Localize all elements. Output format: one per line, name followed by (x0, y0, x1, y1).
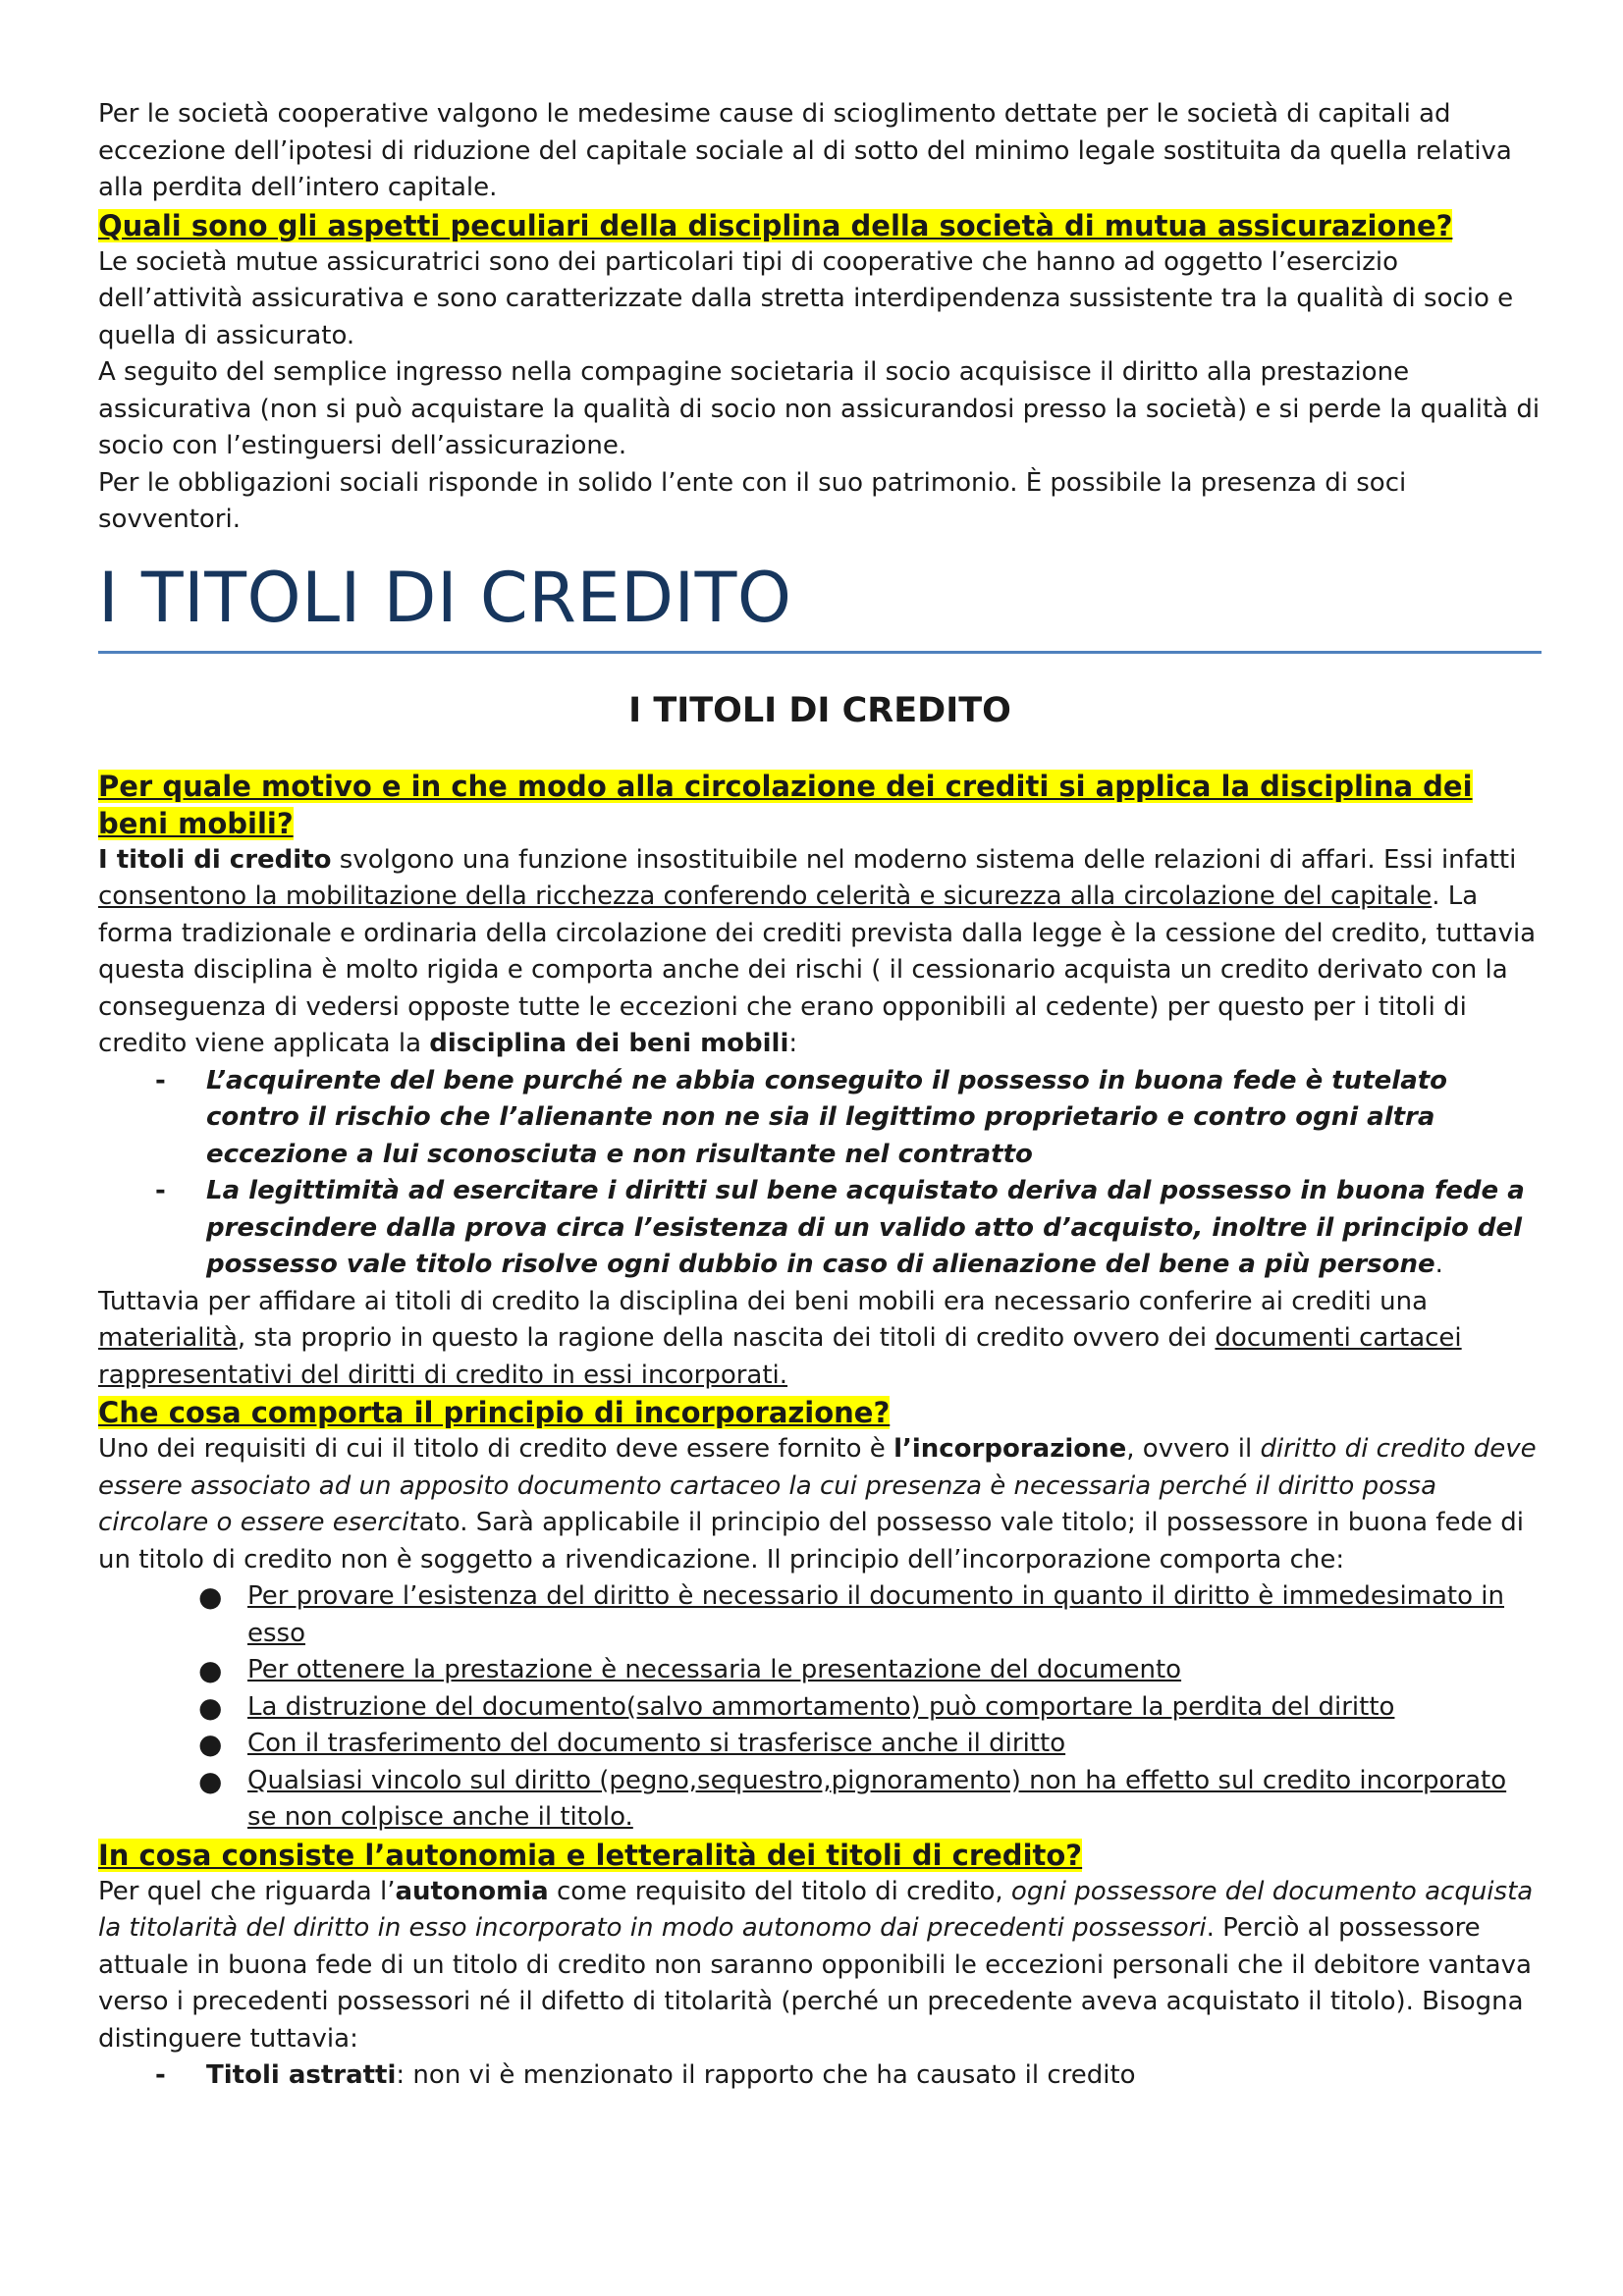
text: Tuttavia per affidare ai titoli di credito la disciplina dei beni mobili era necessario conferire ai crediti una (98, 1286, 1429, 1316)
document-page (98, 96, 1542, 2095)
question-text: Che cosa comporta il principio di incorporazione? (98, 1396, 891, 1429)
dash-marker: - (155, 1065, 166, 1095)
question-text: Quali sono gli aspetti peculiari della disciplina della società di mutua assicurazione? (98, 208, 1453, 242)
list-item (98, 1578, 1542, 1652)
bold-text: Titoli astratti (206, 2060, 397, 2090)
list-item-text: L’acquirente del bene purché ne abbia conseguito il possesso in buona fede è tutelato contro il rischio che l’alienante non ne sia il legittimo proprietario e contro ogni altra eccezione a lui sconosciuta e non risultante nel contratto (206, 1065, 1448, 1169)
chapter-heading: I TITOLI DI CREDITO (628, 690, 1011, 730)
question-text: In cosa consiste l’autonomia e letteralità dei titoli di credito? (98, 1838, 1083, 1872)
bullet-marker: ● (198, 1764, 223, 1797)
bullet-marker: ● (198, 1728, 223, 1760)
paragraph (98, 1284, 1542, 1395)
text: : (788, 1029, 798, 1058)
list-item-text: Qualsiasi vincolo sul diritto (pegno,sequestro,pignoramento) non ha effetto sul credito incorporato se non colpisce anche il titolo. (247, 1765, 1507, 1832)
section-title: I TITOLI DI CREDITO (98, 557, 792, 638)
question-autonomy (98, 1837, 1542, 1874)
list-item (98, 1726, 1542, 1763)
italic-text: ogni possessore del documento acquista la titolarità del diritto in esso incorporato in modo autonomo dai precedenti possessori (98, 1876, 1534, 1943)
bullet-list (98, 1578, 1542, 1837)
list-item (98, 1173, 1542, 1284)
text: , ovvero il (1126, 1434, 1261, 1464)
text: . (1434, 1250, 1443, 1279)
list-item-text: Per provare l’esistenza del diritto è necessario il documento in quanto il diritto è immedesimato in esso (247, 1581, 1505, 1648)
text: . La forma tradizionale e ordinaria della circolazione dei crediti prevista dalla legge è la cessione del credito, tuttavia questa disciplina è molto rigida e comporta anche dei rischi ( il cessionario acquista un credito derivato con la conseguenza di vedersi opposte tutte le eccezioni che erano opponibili al cedente) per questo per i titoli di credito viene applicata la (98, 881, 1537, 1058)
question-movable-goods (98, 768, 1542, 842)
paragraph (98, 1431, 1542, 1578)
bullet-marker: ● (198, 1580, 223, 1613)
text: svolgono una funzione insostituibile nel moderno sistema delle relazioni di affari. Essi infatti (331, 844, 1517, 875)
question-mutual-insurance (98, 207, 1542, 244)
list-item-text: Per ottenere la prestazione è necessaria le presentazione del documento (247, 1655, 1182, 1684)
question-incorporation (98, 1394, 1542, 1431)
bold-text: disciplina dei beni mobili (429, 1029, 789, 1058)
bold-text: autonomia (395, 1876, 549, 1906)
dash-marker: - (155, 2060, 166, 2090)
list-item-text: La distruzione del documento(salvo ammortamento) può comportare la perdita del diritto (247, 1691, 1395, 1722)
text: ato. Sarà applicabile il principio del possesso vale titolo; il possessore in buona fede di un titolo di credito non è soggetto a rivendicazione. Il principio dell’incorporazione comporta che: (98, 1508, 1524, 1575)
underlined-text: documenti cartacei rappresentativi del diritti di credito in essi incorporati. (98, 1323, 1462, 1390)
bullet-marker: ● (198, 1654, 223, 1686)
dash-marker: - (155, 1176, 166, 1205)
list-item (98, 2057, 1542, 2095)
underlined-text: consentono la mobilitazione della ricchezza conferendo celerità e sicurezza alla circolazione del capitale (98, 881, 1433, 911)
list-item (98, 1763, 1542, 1837)
bold-text: I titoli di credito (98, 844, 332, 875)
text: . Perciò al possessore attuale in buona fede di un titolo di credito non saranno opponibili le eccezioni personali che il debitore vantava verso i precedenti possessori né il difetto di titolarità (perché un precedente aveva acquistato il titolo). Bisogna distinguere tuttavia: (98, 1913, 1532, 2054)
paragraph: A seguito del semplice ingresso nella compagine societaria il socio acquisisce il diritto alla prestazione assicurativa (non si può acquistare la qualità di socio non assicurandosi presso la società) e si perde la qualità di socio con l’estinguersi dell’assicurazione. (98, 357, 1541, 460)
list-item (98, 1689, 1542, 1727)
text: , sta proprio in questo la ragione della nascita dei titoli di credito ovvero dei (237, 1323, 1216, 1353)
bold-text: l’incorporazione (893, 1434, 1127, 1464)
text: Per quel che riguarda l’ (98, 1876, 396, 1906)
list-item (98, 1063, 1542, 1174)
paragraph: Le società mutue assicuratrici sono dei particolari tipi di cooperative che hanno ad oggetto l’esercizio dell’attività assicurativa e sono caratterizzate dalla stretta interdipendenza sussistente tra la qualità di socio e quella di assicurato. (98, 246, 1514, 350)
dash-list (98, 1063, 1542, 1284)
top-paragraph: Per le società cooperative valgono le medesime cause di scioglimento dettate per le società di capitali ad eccezione dell’ipotesi di riduzione del capitale sociale al di sotto del minimo legale sostituita da quella relativa alla perdita dell’intero capitale. (98, 99, 1512, 202)
paragraph (98, 842, 1542, 1063)
list-item (98, 1652, 1542, 1689)
question-text: Per quale motivo e in che modo alla circolazione dei crediti si applica la disciplina dei beni mobili? (98, 769, 1473, 840)
underlined-text: materialità (98, 1323, 238, 1353)
list-item-text: La legittimità ad esercitare i diritti sul bene acquistato deriva dal possesso in buona fede a prescindere dalla prova circa l’esistenza di un valido atto d’acquisto, inoltre il principio del possesso vale titolo risolve ogni dubbio in caso di alienazione del bene a più persone (206, 1176, 1525, 1279)
title-divider (98, 651, 1542, 654)
dash-list (98, 2057, 1542, 2095)
text: Uno dei requisiti di cui il titolo di credito deve essere fornito è (98, 1434, 894, 1464)
bullet-marker: ● (198, 1690, 223, 1724)
list-item-text: : non vi è menzionato il rapporto che ha causato il credito (396, 2060, 1136, 2090)
text: come requisito del titolo di credito, (548, 1876, 1011, 1906)
list-item-text: Con il trasferimento del documento si trasferisce anche il diritto (247, 1729, 1066, 1758)
italic-text: diritto di credito deve essere associato ad un apposito documento cartaceo la cui presenza è necessaria perché il diritto possa circolare o essere esercit (98, 1434, 1537, 1537)
paragraph (98, 1874, 1542, 2058)
paragraph: Per le obbligazioni sociali risponde in solido l’ente con il suo patrimonio. È possibile la presenza di soci sovventori. (98, 467, 1407, 534)
